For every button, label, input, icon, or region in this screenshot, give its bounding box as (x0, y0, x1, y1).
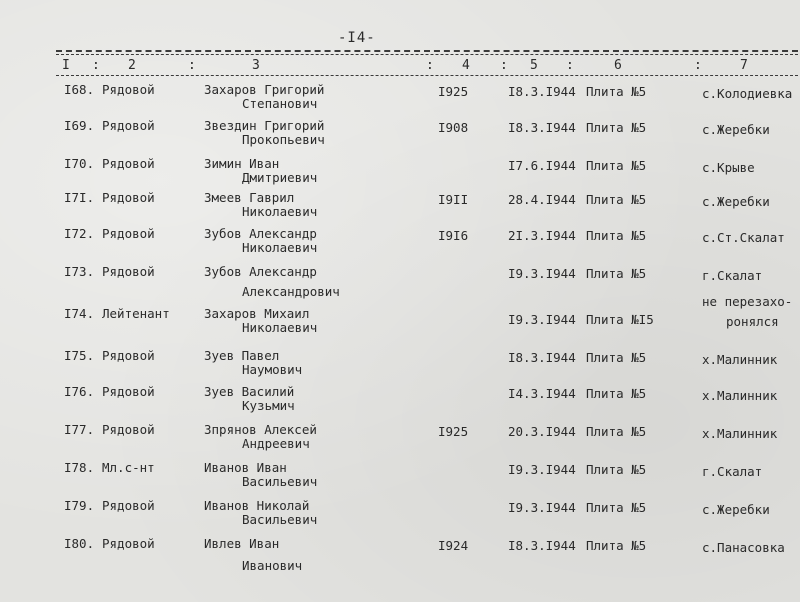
row-rank: Рядовой (102, 82, 155, 97)
table-row (0, 460, 800, 496)
row-number: I7I. (64, 190, 95, 205)
row-patronymic: Иванович (242, 558, 303, 573)
row-number: I78. (64, 460, 95, 475)
table-row (0, 156, 800, 192)
table-row (0, 536, 800, 572)
column-header-5: 5 (530, 58, 538, 73)
row-number: I73. (64, 264, 95, 279)
row-plate: Плита №5 (586, 158, 647, 173)
column-header-1: I (62, 58, 70, 73)
row-patronymic: Александрович (242, 284, 340, 299)
row-birth-year: I924 (438, 538, 469, 553)
row-rank: Рядовой (102, 118, 155, 133)
row-rank: Рядовой (102, 264, 155, 279)
column-header-6: 6 (614, 58, 622, 73)
row-number: I75. (64, 348, 95, 363)
row-date: I4.3.I944 (508, 386, 576, 401)
row-plate: Плита №5 (586, 228, 647, 243)
row-name: Зпрянов Алексей (204, 422, 317, 437)
row-birth-year: I9I6 (438, 228, 469, 243)
row-patronymic: Наумович (242, 362, 303, 377)
column-separator: : (426, 58, 434, 73)
page-number: -I4- (338, 30, 376, 46)
column-separator: : (500, 58, 508, 73)
row-name: Ивлев Иван (204, 536, 280, 551)
row-date: I7.6.I944 (508, 158, 576, 173)
row-name: Змеев Гаврил (204, 190, 295, 205)
table-row (0, 348, 800, 384)
row-rank: Рядовой (102, 226, 155, 241)
row-date: 2I.3.I944 (508, 228, 576, 243)
row-date: I9.3.I944 (508, 500, 576, 515)
row-date: I8.3.I944 (508, 84, 576, 99)
row-name: Зуев Василий (204, 384, 295, 399)
header-rule-top (56, 50, 798, 52)
row-plate: Плита №5 (586, 350, 647, 365)
row-plate: Плита №5 (586, 84, 647, 99)
row-place: г.Скалат (702, 268, 763, 283)
row-plate: Плита №5 (586, 192, 647, 207)
row-number: I80. (64, 536, 95, 551)
row-number: I69. (64, 118, 95, 133)
row-birth-year: I925 (438, 84, 469, 99)
column-header-7: 7 (740, 58, 748, 73)
row-patronymic: Степанович (242, 96, 318, 111)
header-rule-bottom (56, 75, 798, 76)
row-place: х.Малинник (702, 352, 778, 367)
table-row (0, 498, 800, 534)
header-rule-top-inner (56, 54, 798, 55)
row-plate: Плита №5 (586, 500, 647, 515)
column-separator: : (694, 58, 702, 73)
row-number: I76. (64, 384, 95, 399)
row-name: Зимин Иван (204, 156, 280, 171)
table-row (0, 294, 800, 342)
row-name: Зубов Александр (204, 226, 317, 241)
row-place-continued: ронялся (726, 314, 779, 329)
row-date: 20.3.I944 (508, 424, 576, 439)
row-patronymic: Николаевич (242, 320, 318, 335)
row-name: Иванов Иван (204, 460, 287, 475)
row-plate: Плита №5 (586, 538, 647, 553)
row-date: I9.3.I944 (508, 312, 576, 327)
row-patronymic: Васильевич (242, 474, 318, 489)
row-rank: Рядовой (102, 348, 155, 363)
row-patronymic: Николаевич (242, 240, 318, 255)
row-plate: Плита №5 (586, 120, 647, 135)
table-row (0, 82, 800, 118)
row-number: I79. (64, 498, 95, 513)
row-plate: Плита №5 (586, 386, 647, 401)
row-birth-year: I9II (438, 192, 469, 207)
column-header-4: 4 (462, 58, 470, 73)
row-plate: Плита №5 (586, 462, 647, 477)
row-place: х.Малинник (702, 426, 778, 441)
table-row (0, 226, 800, 262)
row-patronymic: Прокопьевич (242, 132, 325, 147)
row-date: I8.3.I944 (508, 538, 576, 553)
row-place: г.Скалат (702, 464, 763, 479)
row-number: I70. (64, 156, 95, 171)
row-name: Звездин Григорий (204, 118, 325, 133)
row-place: х.Малинник (702, 388, 778, 403)
row-rank: Рядовой (102, 536, 155, 551)
row-patronymic: Васильевич (242, 512, 318, 527)
column-header-3: 3 (252, 58, 260, 73)
column-separator: : (566, 58, 574, 73)
row-name: Зуев Павел (204, 348, 280, 363)
table-row (0, 264, 800, 300)
row-rank: Рядовой (102, 384, 155, 399)
column-header-2: 2 (128, 58, 136, 73)
row-patronymic: Андреевич (242, 436, 310, 451)
row-patronymic: Николаевич (242, 204, 318, 219)
row-date: I9.3.I944 (508, 266, 576, 281)
row-plate: Плита №5 (586, 424, 647, 439)
row-name: Захаров Михаил (204, 306, 310, 321)
row-number: I68. (64, 82, 95, 97)
row-birth-year: I908 (438, 120, 469, 135)
row-date: I8.3.I944 (508, 350, 576, 365)
row-place: с.Колодиевка (702, 86, 793, 101)
row-place: с.Жеребки (702, 502, 770, 517)
row-place: с.Крыве (702, 160, 755, 175)
row-date: I8.3.I944 (508, 120, 576, 135)
row-number: I74. (64, 306, 95, 321)
row-plate: Плита №I5 (586, 312, 654, 327)
row-date: 28.4.I944 (508, 192, 576, 207)
row-place: с.Панасовка (702, 540, 785, 555)
row-date: I9.3.I944 (508, 462, 576, 477)
row-rank: Рядовой (102, 422, 155, 437)
row-rank: Мл.с-нт (102, 460, 155, 475)
row-patronymic: Дмитриевич (242, 170, 318, 185)
row-rank: Рядовой (102, 190, 155, 205)
row-name: Зубов Александр (204, 264, 317, 279)
row-place: не перезахо- (702, 294, 793, 309)
row-rank: Лейтенант (102, 306, 170, 321)
row-plate: Плита №5 (586, 266, 647, 281)
row-rank: Рядовой (102, 498, 155, 513)
row-place: с.Ст.Скалат (702, 230, 785, 245)
table-row (0, 422, 800, 458)
row-rank: Рядовой (102, 156, 155, 171)
row-number: I72. (64, 226, 95, 241)
row-place: с.Жеребки (702, 194, 770, 209)
row-name: Захаров Григорий (204, 82, 325, 97)
table-row (0, 190, 800, 226)
row-number: I77. (64, 422, 95, 437)
row-patronymic: Кузьмич (242, 398, 295, 413)
row-place: с.Жеребки (702, 122, 770, 137)
column-separator: : (92, 58, 100, 73)
table-row (0, 118, 800, 154)
table-row (0, 384, 800, 420)
row-birth-year: I925 (438, 424, 469, 439)
column-separator: : (188, 58, 196, 73)
row-name: Иванов Николай (204, 498, 310, 513)
